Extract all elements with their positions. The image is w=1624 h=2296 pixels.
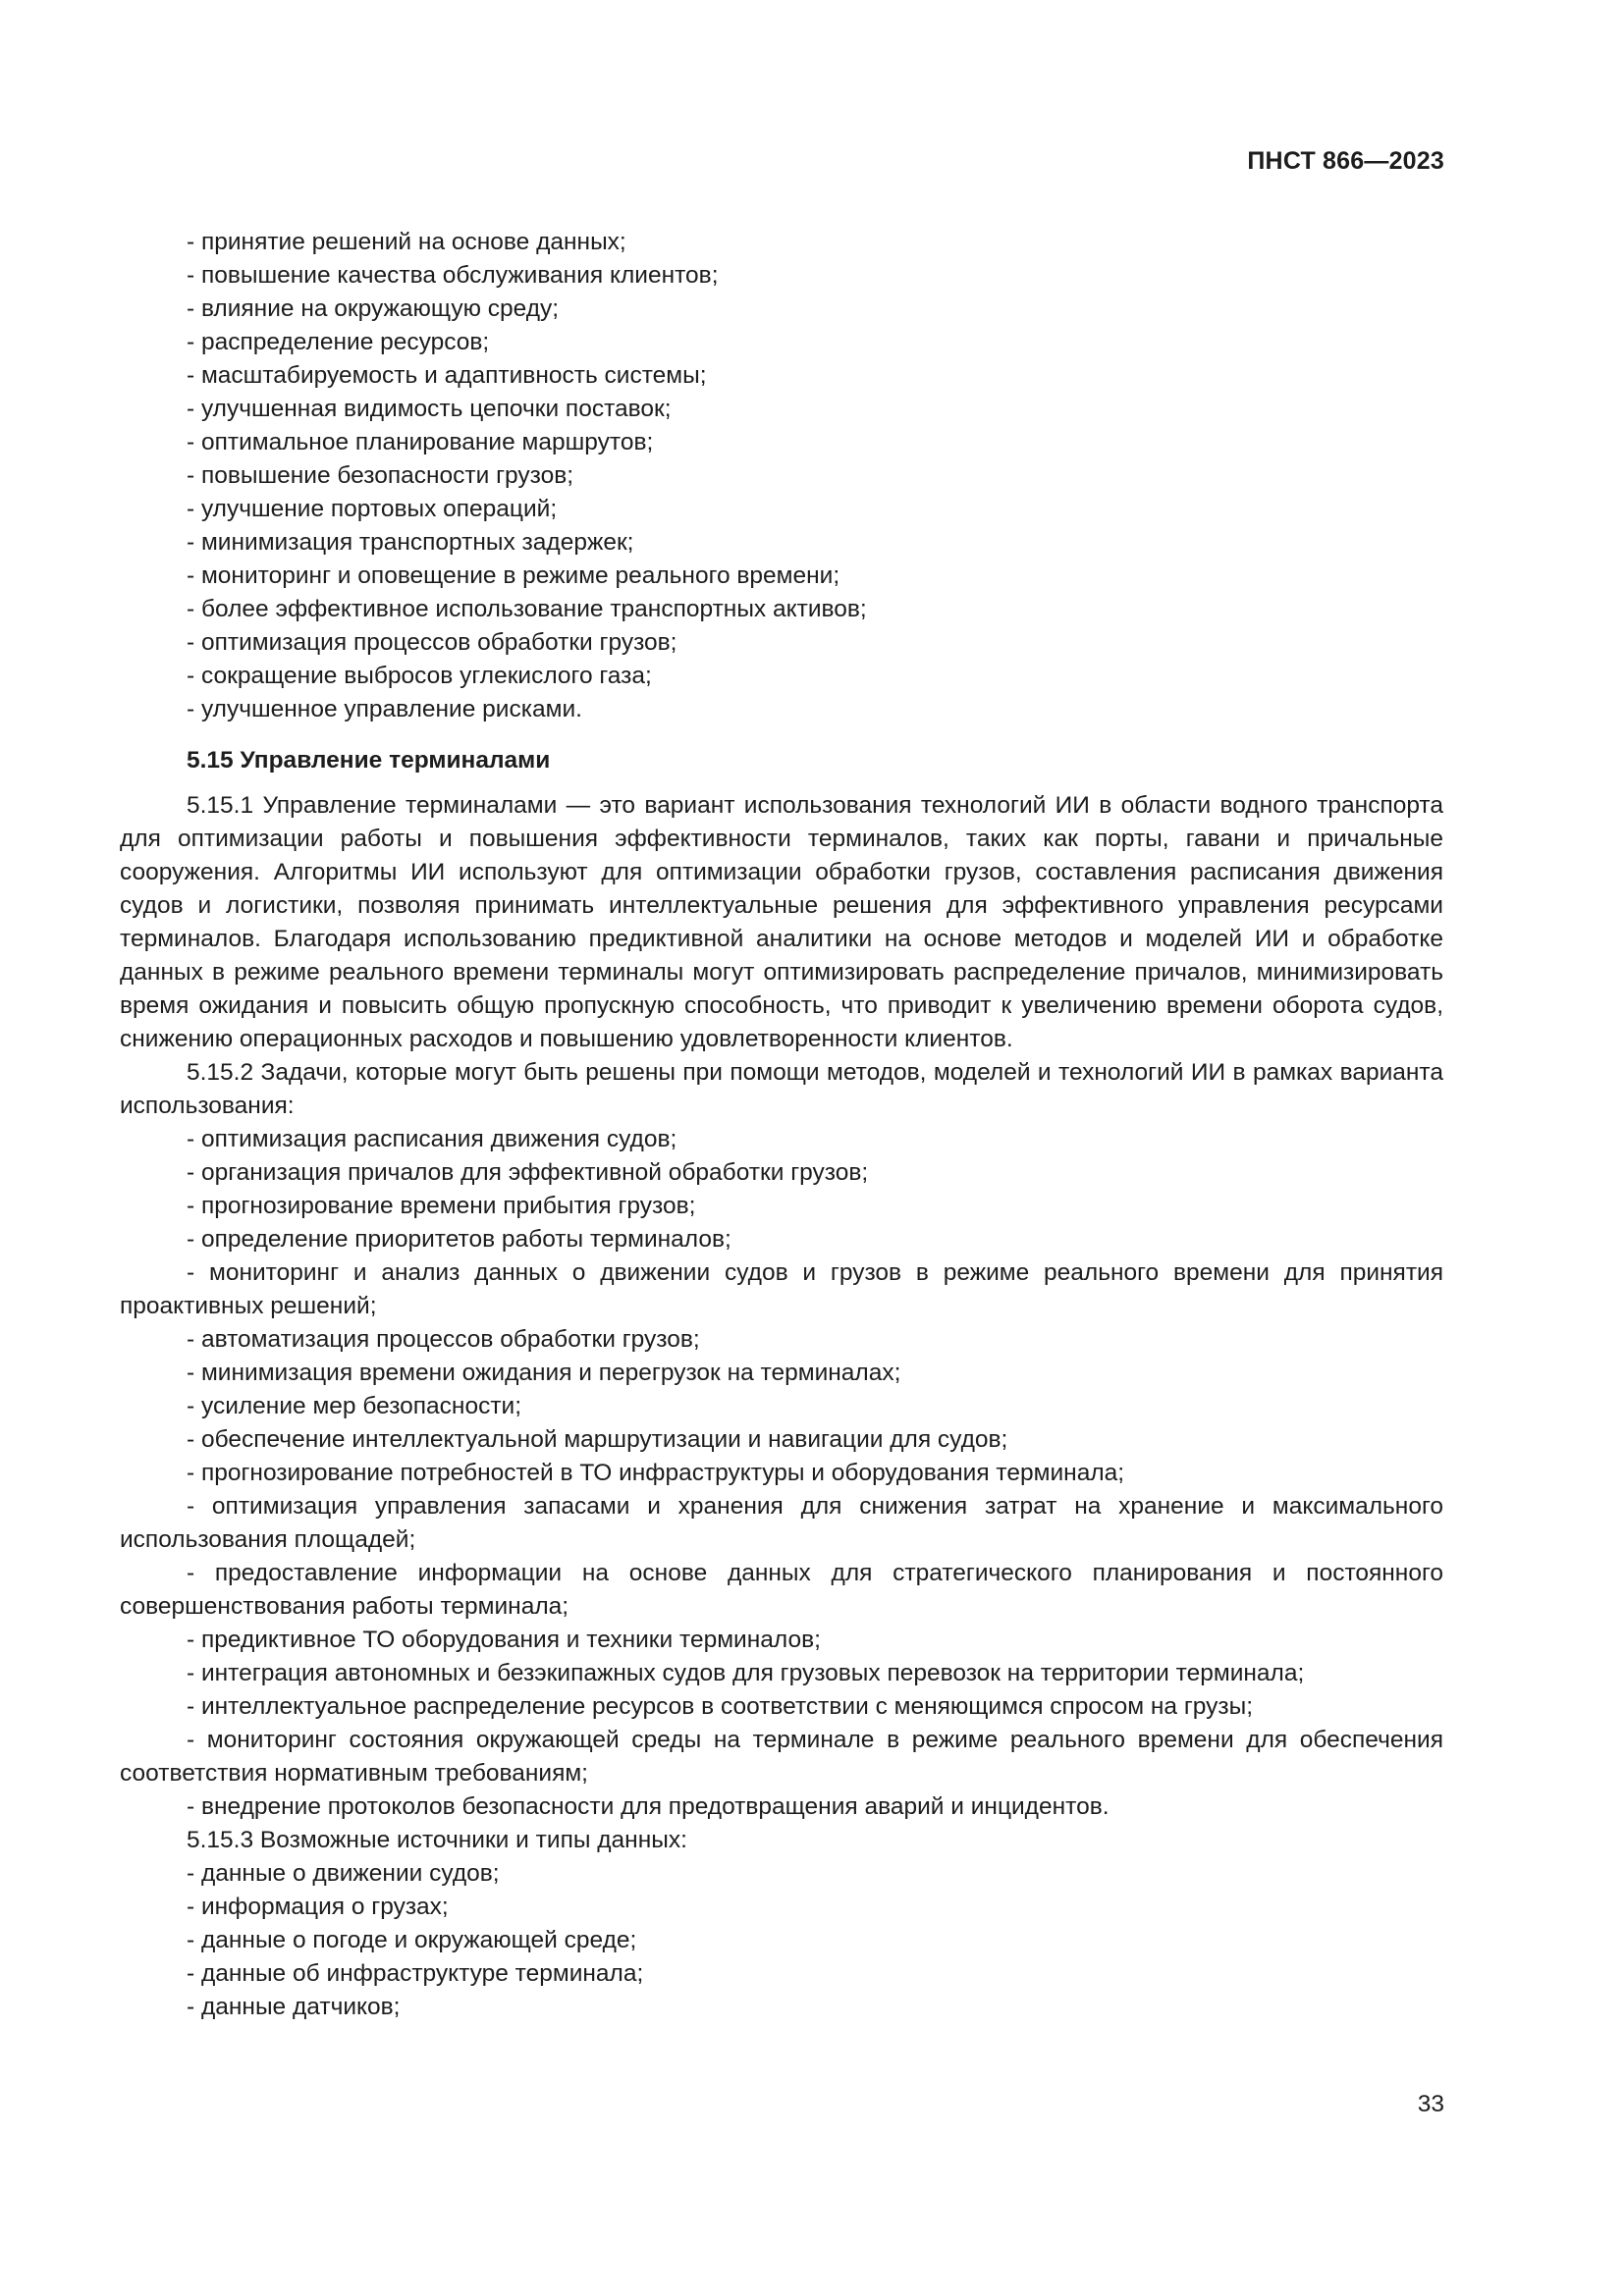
list-item: - внедрение протоколов безопасности для предотвращения аварий и инцидентов. [187,1793,1110,1820]
list-item: - усиление мер безопасности; [187,1393,522,1419]
paragraph-5-15-3: 5.15.3 Возможные источники и типы данных: [187,1827,687,1853]
list-item: - оптимальное планирование маршрутов; [187,429,654,455]
list-item: - оптимизация управления запасами и хранения для снижения затрат на хранение и максимального использования площадей; [120,1493,1443,1553]
paragraph-5-15-2: 5.15.2 Задачи, которые могут быть решены при помощи методов, моделей и технологий ИИ в рамках варианта использования: [120,1059,1443,1119]
list-item: - влияние на окружающую среду; [187,295,560,322]
list-item: - повышение качества обслуживания клиентов; [187,262,719,289]
data-sources-list [120,1857,1443,2024]
list-item: - оптимизация расписания движения судов; [187,1126,677,1152]
list-item: - масштабируемость и адаптивность системы; [187,362,707,389]
list-item: - улучшение портовых операций; [187,496,558,522]
list-item: - обеспечение интеллектуальной маршрутизации и навигации для судов; [187,1426,1008,1453]
list-item: - интеграция автономных и безэкипажных судов для грузовых перевозок на территории терминала; [187,1660,1305,1686]
list-item: - улучшенное управление рисками. [187,696,582,722]
list-item: - данные о движении судов; [187,1860,500,1887]
list-item: - интеллектуальное распределение ресурсов в соответствии с меняющимся спросом на грузы; [187,1693,1254,1720]
list-item: - предоставление информации на основе данных для стратегического планирования и постоянного совершенствования работы терминала; [120,1560,1443,1620]
list-item: - мониторинг и анализ данных о движении судов и грузов в режиме реального времени для принятия проактивных решений; [120,1259,1443,1319]
list-item: - оптимизация процессов обработки грузов; [187,629,677,656]
list-item: - информация о грузах; [187,1894,449,1920]
list-item: - мониторинг состояния окружающей среды на терминале в режиме реального времени для обеспечения соответствия нормативным требованиям; [120,1727,1443,1787]
list-item: - минимизация транспортных задержек; [187,529,634,556]
tasks-list [120,1123,1443,1824]
list-item: - улучшенная видимость цепочки поставок; [187,396,672,422]
paragraph-5-15-1: 5.15.1 Управление терминалами — это вариант использования технологий ИИ в области водного транспорта для оптимизации работы и повышения эффективности терминалов, таких как порты, гавани и причальные сооружения. Алгоритмы ИИ используют для оптимизации обработки грузов, составления расписания движения судов и логистики, позволяя принимать интеллектуальные решения для эффективного управления ресурсами терминалов. Благодаря использованию предиктивной аналитики на основе методов и моделей ИИ и обработке данных в режиме реального времени терминалы могут оптимизировать распределение причалов, минимизировать время ожидания и повысить общую пропускную способность, что приводит к увеличению времени оборота судов, снижению операционных расходов и повышению удовлетворенности клиентов. [120,792,1443,1052]
list-item: - минимизация времени ожидания и перегрузок на терминалах; [187,1360,901,1386]
list-item: - организация причалов для эффективной обработки грузов; [187,1159,869,1186]
list-item: - повышение безопасности грузов; [187,462,574,489]
list-item: - прогнозирование потребностей в ТО инфраструктуры и оборудования терминала; [187,1460,1125,1486]
list-item: - данные датчиков; [187,1994,401,2020]
page-content [120,226,1443,2024]
page-number: 33 [1417,2091,1444,2117]
document-code-header: ПНСТ 866—2023 [1247,147,1444,175]
list-item: - предиктивное ТО оборудования и техники терминалов; [187,1627,821,1653]
list-item: - определение приоритетов работы терминалов; [187,1226,731,1253]
list-item: - принятие решений на основе данных; [187,229,626,255]
list-item: - автоматизация процессов обработки грузов; [187,1326,700,1353]
section-heading: 5.15 Управление терминалами [187,747,551,774]
list-item: - сокращение выбросов углекислого газа; [187,663,652,689]
list-item: - мониторинг и оповещение в режиме реального времени; [187,562,840,589]
list-item: - более эффективное использование транспортных активов; [187,596,867,622]
list-item: - распределение ресурсов; [187,329,490,355]
list-item: - прогнозирование времени прибытия грузов; [187,1193,696,1219]
list-item: - данные о погоде и окружающей среде; [187,1927,637,1953]
list-item: - данные об инфраструктуре терминала; [187,1960,644,1987]
benefits-list [120,226,1443,726]
